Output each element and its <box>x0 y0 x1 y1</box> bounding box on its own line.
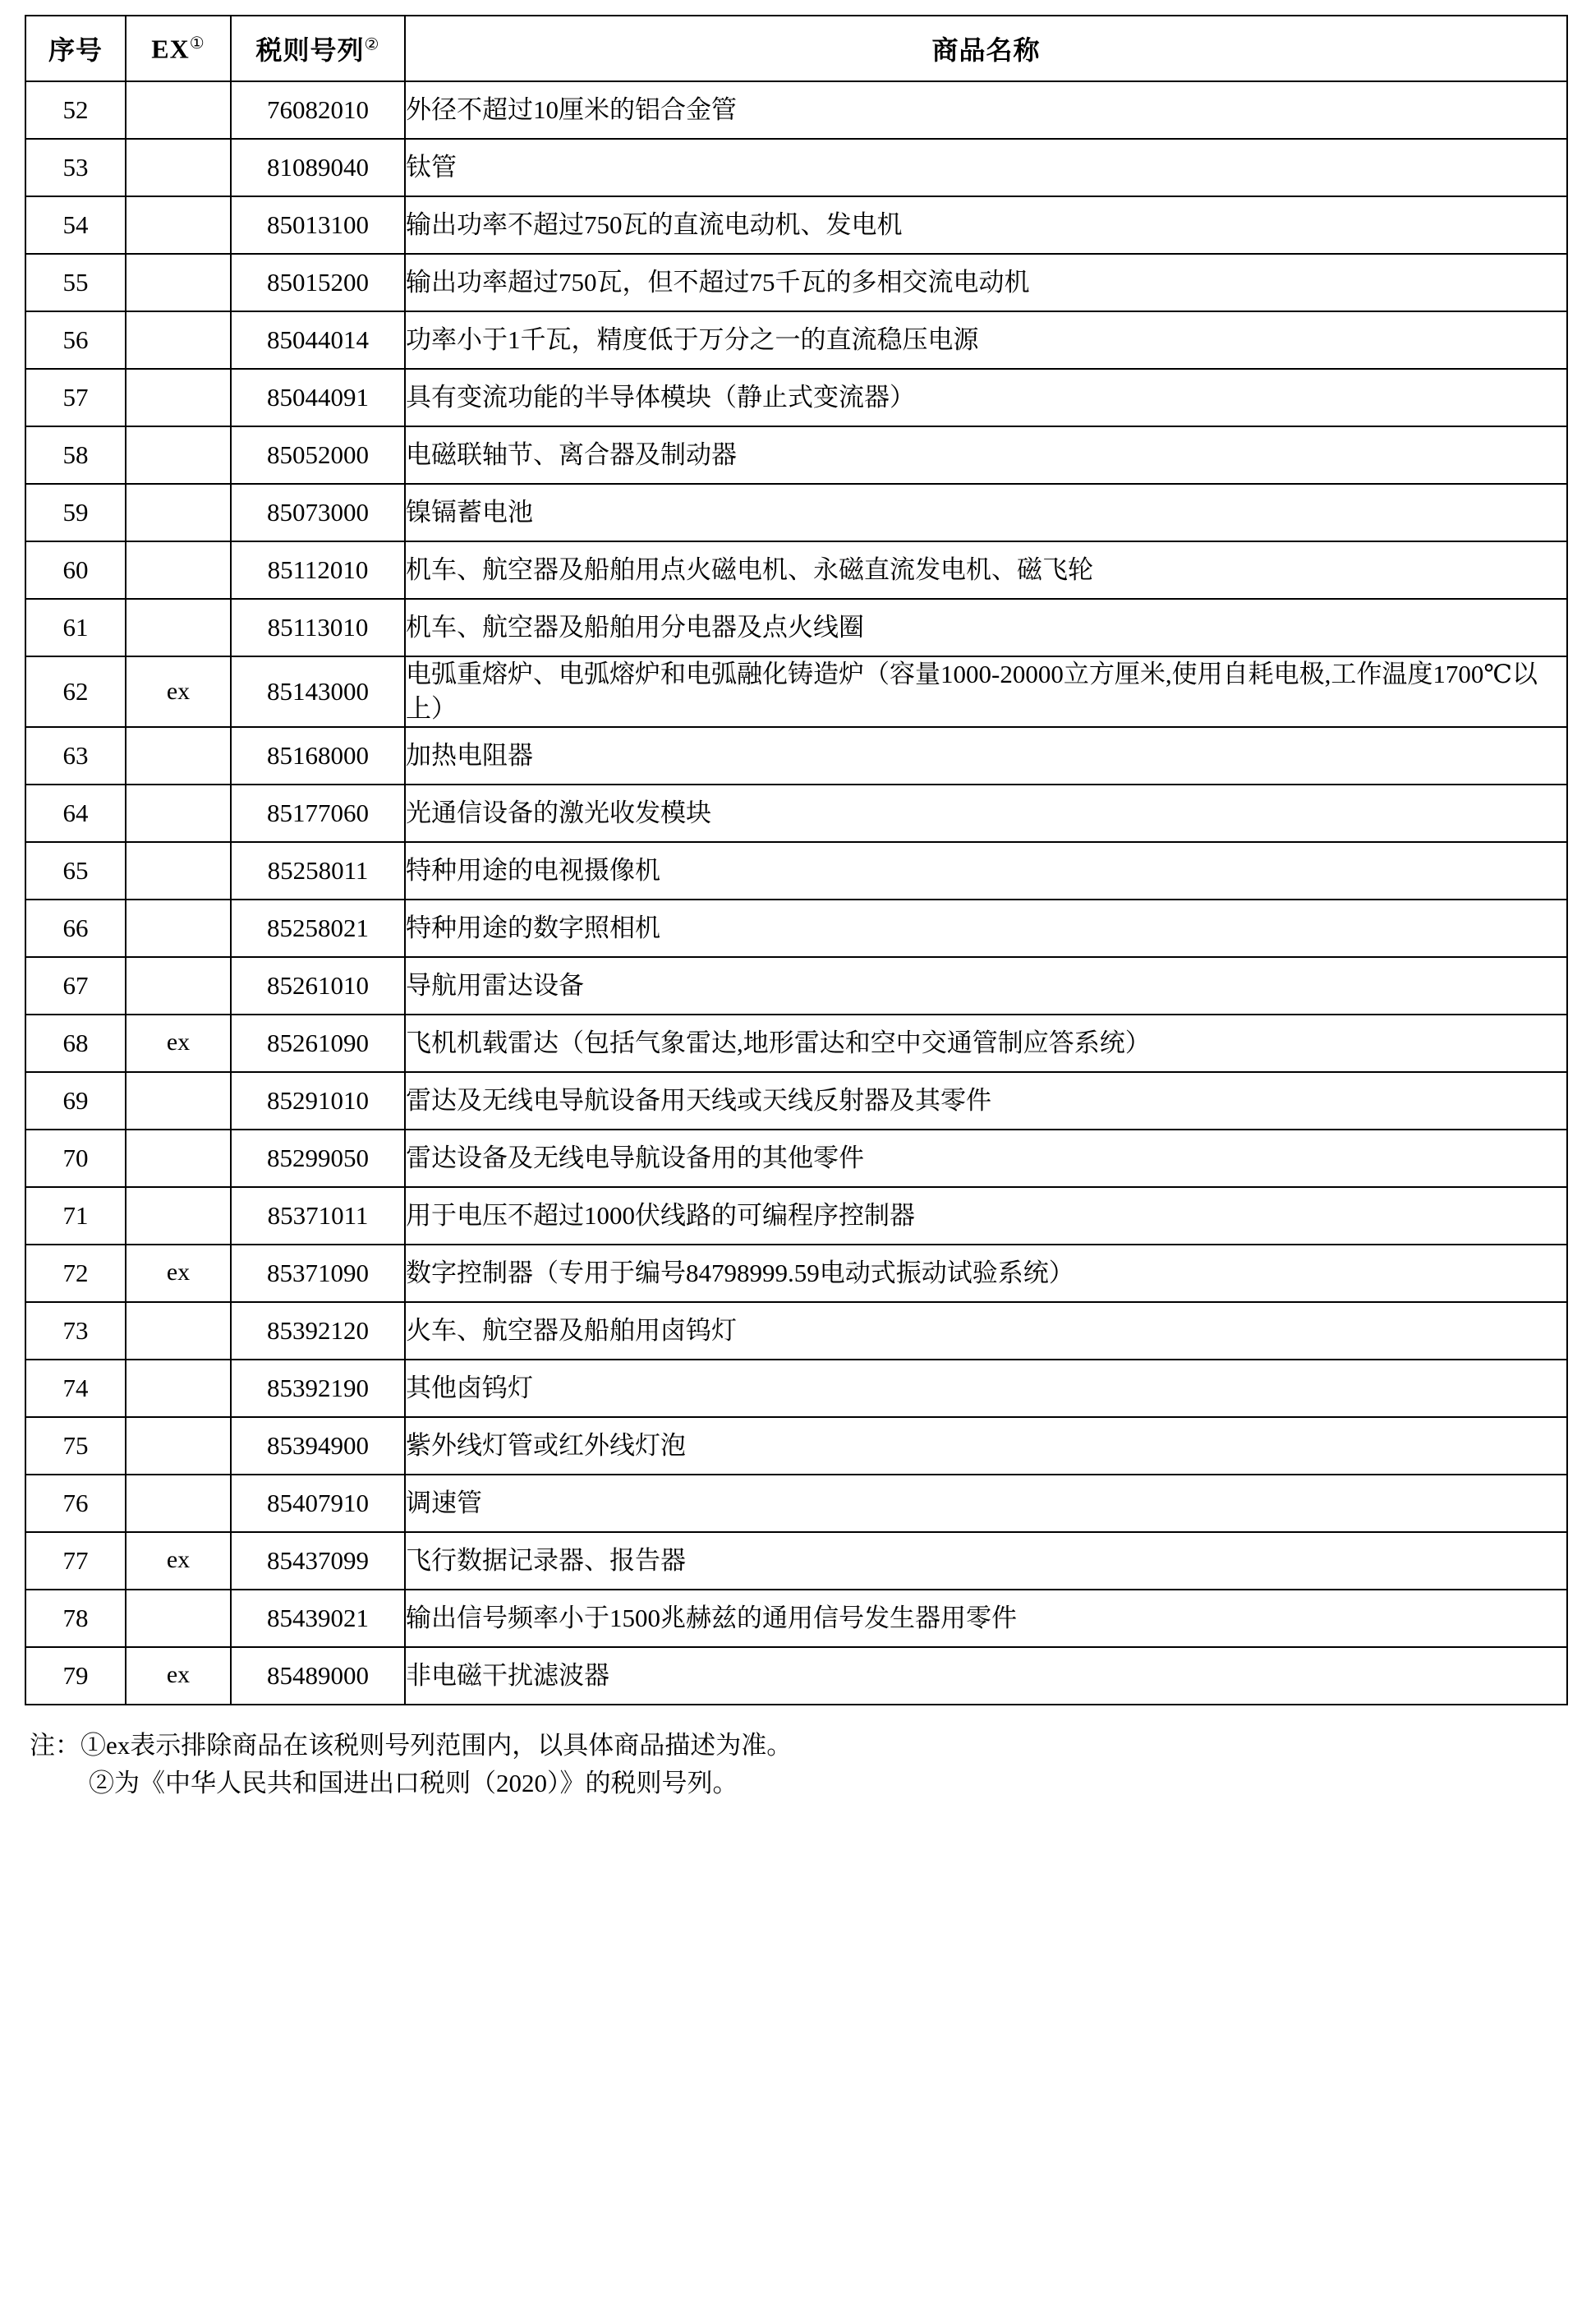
cell-seq: 69 <box>25 1072 126 1130</box>
cell-seq: 55 <box>25 254 126 311</box>
cell-tariff-code: 85437099 <box>231 1532 405 1590</box>
cell-product-name: 雷达设备及无线电导航设备用的其他零件 <box>405 1130 1567 1187</box>
cell-tariff-code: 85392120 <box>231 1302 405 1360</box>
cell-ex <box>126 1475 231 1532</box>
cell-ex: ex <box>126 1015 231 1072</box>
cell-product-name: 飞行数据记录器、报告器 <box>405 1532 1567 1590</box>
footnote-item-2: ②为《中华人民共和国进出口税则（2020）》的税则号列。 <box>89 1769 738 1798</box>
cell-seq: 70 <box>25 1130 126 1187</box>
cell-ex <box>126 1302 231 1360</box>
footnotes <box>25 1727 1566 1803</box>
cell-product-name: 其他卤钨灯 <box>405 1360 1567 1417</box>
column-header-ex <box>126 16 231 81</box>
cell-ex <box>126 900 231 957</box>
cell-product-name: 导航用雷达设备 <box>405 957 1567 1015</box>
table-row <box>25 1302 1567 1360</box>
cell-product-name: 光通信设备的激光收发模块 <box>405 785 1567 842</box>
cell-tariff-code: 85394900 <box>231 1417 405 1475</box>
cell-ex <box>126 1130 231 1187</box>
cell-seq: 62 <box>25 656 126 727</box>
cell-product-name: 用于电压不超过1000伏线路的可编程序控制器 <box>405 1187 1567 1245</box>
cell-product-name: 非电磁干扰滤波器 <box>405 1647 1567 1705</box>
table-row <box>25 196 1567 254</box>
table-row <box>25 656 1567 727</box>
cell-ex: ex <box>126 1245 231 1302</box>
column-header-code <box>231 16 405 81</box>
cell-tariff-code: 85015200 <box>231 254 405 311</box>
cell-ex <box>126 311 231 369</box>
table-row <box>25 957 1567 1015</box>
column-header-seq: 序号 <box>25 16 126 81</box>
cell-tariff-code: 85299050 <box>231 1130 405 1187</box>
footnote-item-1: ①ex表示排除商品在该税则号列范围内，以具体商品描述为准。 <box>80 1730 793 1760</box>
cell-seq: 64 <box>25 785 126 842</box>
cell-seq: 74 <box>25 1360 126 1417</box>
cell-seq: 72 <box>25 1245 126 1302</box>
cell-tariff-code: 85177060 <box>231 785 405 842</box>
cell-seq: 56 <box>25 311 126 369</box>
cell-product-name: 数字控制器（专用于编号84798999.59电动式振动试验系统） <box>405 1245 1567 1302</box>
cell-tariff-code: 85143000 <box>231 656 405 727</box>
table-row <box>25 541 1567 599</box>
cell-ex <box>126 139 231 196</box>
footnote-line-1 <box>30 1727 1566 1765</box>
cell-seq: 65 <box>25 842 126 900</box>
table-row <box>25 1590 1567 1647</box>
column-header-ex-footnote-marker: ① <box>189 34 205 53</box>
cell-product-name: 电磁联轴节、离合器及制动器 <box>405 426 1567 484</box>
cell-seq: 68 <box>25 1015 126 1072</box>
cell-seq: 67 <box>25 957 126 1015</box>
cell-product-name: 输出功率超过750瓦，但不超过75千瓦的多相交流电动机 <box>405 254 1567 311</box>
cell-seq: 66 <box>25 900 126 957</box>
cell-product-name: 功率小于1千瓦，精度低于万分之一的直流稳压电源 <box>405 311 1567 369</box>
cell-ex <box>126 842 231 900</box>
table-row <box>25 1245 1567 1302</box>
table-row <box>25 900 1567 957</box>
table-row <box>25 1360 1567 1417</box>
table-row <box>25 1187 1567 1245</box>
table-row <box>25 842 1567 900</box>
cell-ex: ex <box>126 656 231 727</box>
table-row <box>25 1475 1567 1532</box>
cell-product-name: 特种用途的电视摄像机 <box>405 842 1567 900</box>
cell-seq: 52 <box>25 81 126 139</box>
cell-tariff-code: 85044014 <box>231 311 405 369</box>
cell-seq: 71 <box>25 1187 126 1245</box>
cell-product-name: 外径不超过10厘米的铝合金管 <box>405 81 1567 139</box>
cell-ex: ex <box>126 1532 231 1590</box>
cell-ex <box>126 254 231 311</box>
cell-tariff-code: 85489000 <box>231 1647 405 1705</box>
cell-seq: 59 <box>25 484 126 541</box>
cell-ex <box>126 1417 231 1475</box>
cell-seq: 75 <box>25 1417 126 1475</box>
cell-ex <box>126 1590 231 1647</box>
cell-tariff-code: 85392190 <box>231 1360 405 1417</box>
table-row <box>25 1417 1567 1475</box>
cell-ex <box>126 785 231 842</box>
cell-seq: 60 <box>25 541 126 599</box>
tariff-table <box>25 15 1568 1705</box>
column-header-code-label: 税则号列 <box>255 35 365 65</box>
column-header-ex-label: EX <box>151 34 190 64</box>
cell-tariff-code: 85371011 <box>231 1187 405 1245</box>
cell-tariff-code: 85371090 <box>231 1245 405 1302</box>
cell-seq: 63 <box>25 727 126 785</box>
table-row <box>25 1015 1567 1072</box>
cell-product-name: 具有变流功能的半导体模块（静止式变流器） <box>405 369 1567 426</box>
cell-ex <box>126 1072 231 1130</box>
cell-tariff-code: 85261010 <box>231 957 405 1015</box>
cell-product-name: 火车、航空器及船舶用卤钨灯 <box>405 1302 1567 1360</box>
cell-tariff-code: 85073000 <box>231 484 405 541</box>
cell-ex <box>126 1360 231 1417</box>
cell-product-name: 调速管 <box>405 1475 1567 1532</box>
cell-tariff-code: 85013100 <box>231 196 405 254</box>
footnote-line-2 <box>30 1765 1566 1803</box>
cell-tariff-code: 81089040 <box>231 139 405 196</box>
table-row <box>25 727 1567 785</box>
cell-tariff-code: 85258021 <box>231 900 405 957</box>
cell-tariff-code: 76082010 <box>231 81 405 139</box>
cell-tariff-code: 85168000 <box>231 727 405 785</box>
cell-product-name: 机车、航空器及船舶用点火磁电机、永磁直流发电机、磁飞轮 <box>405 541 1567 599</box>
cell-seq: 57 <box>25 369 126 426</box>
cell-tariff-code: 85113010 <box>231 599 405 656</box>
column-header-code-footnote-marker: ② <box>364 35 380 54</box>
cell-ex <box>126 426 231 484</box>
table-row <box>25 369 1567 426</box>
cell-tariff-code: 85112010 <box>231 541 405 599</box>
table-row <box>25 1072 1567 1130</box>
table-row <box>25 484 1567 541</box>
cell-tariff-code: 85261090 <box>231 1015 405 1072</box>
column-header-name: 商品名称 <box>405 16 1567 81</box>
cell-product-name: 输出功率不超过750瓦的直流电动机、发电机 <box>405 196 1567 254</box>
table-row <box>25 785 1567 842</box>
cell-tariff-code: 85407910 <box>231 1475 405 1532</box>
cell-ex <box>126 1187 231 1245</box>
cell-ex <box>126 484 231 541</box>
cell-seq: 61 <box>25 599 126 656</box>
table-row <box>25 311 1567 369</box>
table-header <box>25 16 1567 81</box>
cell-seq: 54 <box>25 196 126 254</box>
cell-seq: 53 <box>25 139 126 196</box>
cell-ex <box>126 727 231 785</box>
cell-seq: 58 <box>25 426 126 484</box>
cell-tariff-code: 85044091 <box>231 369 405 426</box>
cell-product-name: 镍镉蓄电池 <box>405 484 1567 541</box>
cell-ex <box>126 957 231 1015</box>
cell-product-name: 特种用途的数字照相机 <box>405 900 1567 957</box>
cell-tariff-code: 85291010 <box>231 1072 405 1130</box>
cell-product-name: 飞机机载雷达（包括气象雷达,地形雷达和空中交通管制应答系统） <box>405 1015 1567 1072</box>
table-row <box>25 1130 1567 1187</box>
table-header-row <box>25 16 1567 81</box>
cell-ex <box>126 369 231 426</box>
table-row <box>25 426 1567 484</box>
table-row <box>25 1532 1567 1590</box>
cell-seq: 76 <box>25 1475 126 1532</box>
cell-product-name: 机车、航空器及船舶用分电器及点火线圈 <box>405 599 1567 656</box>
cell-seq: 73 <box>25 1302 126 1360</box>
cell-product-name: 加热电阻器 <box>405 727 1567 785</box>
cell-seq: 78 <box>25 1590 126 1647</box>
cell-seq: 79 <box>25 1647 126 1705</box>
table-body <box>25 81 1567 1705</box>
cell-ex: ex <box>126 1647 231 1705</box>
cell-product-name: 电弧重熔炉、电弧熔炉和电弧融化铸造炉（容量1000-20000立方厘米,使用自耗电极,工作温度1700℃以上） <box>405 656 1567 727</box>
cell-seq: 77 <box>25 1532 126 1590</box>
footnote-label: 注： <box>30 1730 80 1760</box>
cell-product-name: 紫外线灯管或红外线灯泡 <box>405 1417 1567 1475</box>
cell-ex <box>126 541 231 599</box>
table-row <box>25 1647 1567 1705</box>
table-row <box>25 254 1567 311</box>
cell-product-name: 钛管 <box>405 139 1567 196</box>
cell-product-name: 雷达及无线电导航设备用天线或天线反射器及其零件 <box>405 1072 1567 1130</box>
table-row <box>25 599 1567 656</box>
cell-tariff-code: 85258011 <box>231 842 405 900</box>
cell-ex <box>126 599 231 656</box>
cell-tariff-code: 85439021 <box>231 1590 405 1647</box>
cell-product-name: 输出信号频率小于1500兆赫兹的通用信号发生器用零件 <box>405 1590 1567 1647</box>
cell-ex <box>126 196 231 254</box>
table-row <box>25 81 1567 139</box>
table-row <box>25 139 1567 196</box>
cell-ex <box>126 81 231 139</box>
cell-tariff-code: 85052000 <box>231 426 405 484</box>
